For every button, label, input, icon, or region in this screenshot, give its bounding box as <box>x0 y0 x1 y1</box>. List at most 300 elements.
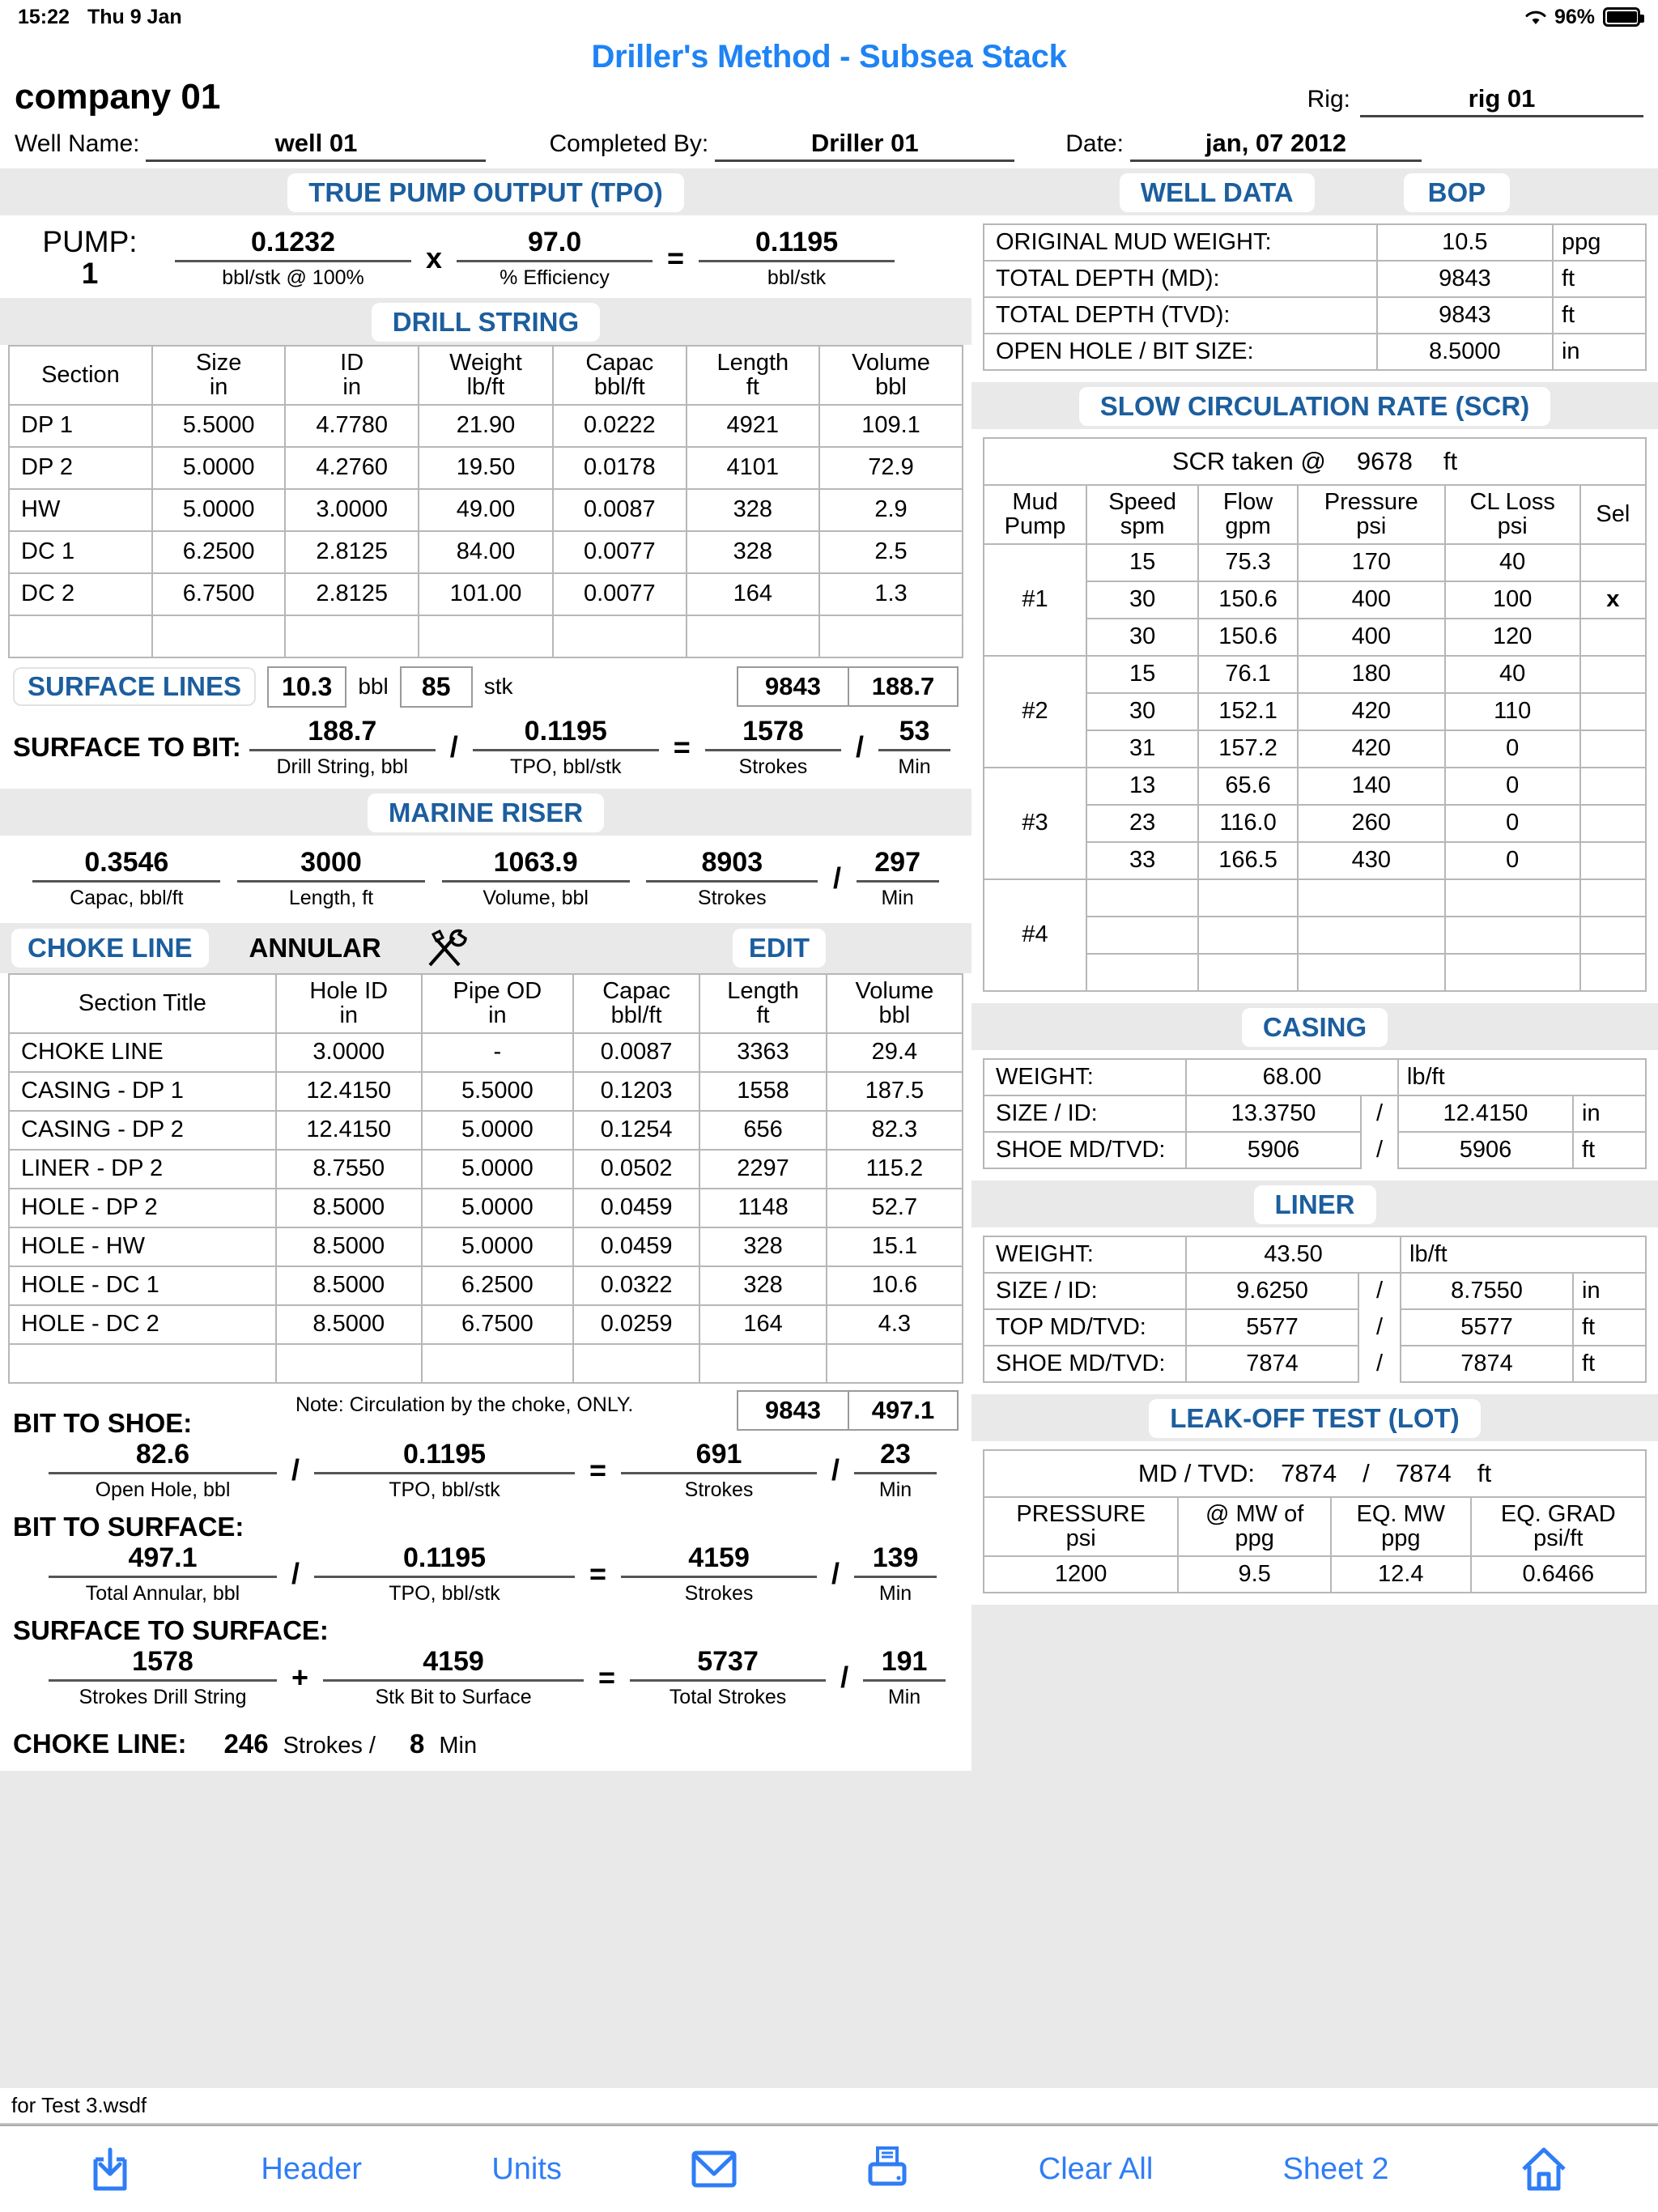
pump-number[interactable]: 1 <box>81 257 99 290</box>
table-cell[interactable]: 72.9 <box>819 447 963 489</box>
table-cell[interactable]: 400 <box>1298 581 1445 619</box>
table-row[interactable] <box>9 1150 963 1189</box>
table-row <box>984 1095 1646 1132</box>
table-row[interactable] <box>9 615 963 657</box>
table-cell[interactable]: 116.0 <box>1198 805 1298 842</box>
table-cell[interactable] <box>1198 879 1298 917</box>
table-cell[interactable]: 0.0077 <box>553 531 687 573</box>
table-cell[interactable]: 180 <box>1298 656 1445 693</box>
table-row[interactable] <box>984 954 1646 991</box>
table-cell[interactable] <box>1445 879 1580 917</box>
scr-taken-unit: ft <box>1443 447 1458 475</box>
bts-d: 23 <box>880 1438 911 1470</box>
marine-riser-panel <box>0 836 971 923</box>
sts-b-unit: Stk Bit to Surface <box>375 1685 532 1708</box>
table-cell[interactable] <box>553 615 687 657</box>
liner-id-value[interactable]: 8.7550 <box>1401 1273 1573 1309</box>
table-cell[interactable]: 8.5000 <box>276 1227 422 1266</box>
table-cell[interactable]: 40 <box>1445 544 1580 581</box>
table-cell[interactable] <box>1298 954 1445 991</box>
table-cell[interactable]: 0.0222 <box>553 405 687 447</box>
table-cell[interactable]: 2.5 <box>819 531 963 573</box>
scr-panel <box>971 429 1658 1003</box>
mail-icon[interactable] <box>691 2150 737 2188</box>
table-row[interactable] <box>9 1266 963 1305</box>
well-data-label: OPEN HOLE / BIT SIZE: <box>984 334 1377 370</box>
table-cell[interactable] <box>819 615 963 657</box>
table-cell[interactable]: 152.1 <box>1198 693 1298 730</box>
casing-shoe-label: SHOE MD/TVD: <box>984 1132 1186 1168</box>
table-row[interactable] <box>984 805 1646 842</box>
table-cell[interactable]: 0.6466 <box>1471 1556 1646 1593</box>
table-cell[interactable]: 430 <box>1298 842 1445 879</box>
table-cell[interactable]: 5.5000 <box>152 405 286 447</box>
table-cell[interactable] <box>1198 917 1298 954</box>
table-cell[interactable]: 6.2500 <box>422 1266 573 1305</box>
liner-shoe-tvd[interactable]: 7874 <box>1401 1346 1573 1382</box>
table-cell[interactable]: 10.6 <box>827 1266 963 1305</box>
table-cell[interactable]: 29.4 <box>827 1033 963 1072</box>
stb-a: 188.7 <box>308 715 377 747</box>
table-row[interactable] <box>9 1072 963 1111</box>
stb-c-unit: Strokes <box>738 755 808 778</box>
table-cell[interactable]: 33 <box>1086 842 1198 879</box>
table-cell[interactable]: 6.2500 <box>152 531 286 573</box>
table-cell[interactable]: 0 <box>1445 768 1580 805</box>
drill-string-total-depth: 9843 <box>765 672 821 701</box>
table-cell[interactable]: 3.0000 <box>285 489 419 531</box>
table-cell[interactable]: x <box>1580 581 1646 619</box>
liner-shoe-md[interactable]: 7874 <box>1186 1346 1358 1382</box>
table-cell[interactable] <box>1580 544 1646 581</box>
table-cell[interactable]: 0.0259 <box>573 1305 699 1344</box>
well-data-value[interactable]: 9843 <box>1377 261 1553 297</box>
liner-size-label: SIZE / ID: <box>984 1273 1186 1309</box>
table-cell[interactable]: 0.0322 <box>573 1266 699 1305</box>
table-cell[interactable] <box>687 615 820 657</box>
table-cell[interactable] <box>1580 730 1646 768</box>
liner-top-unit: ft <box>1573 1309 1646 1346</box>
table-cell[interactable]: 109.1 <box>819 405 963 447</box>
table-cell[interactable]: 1148 <box>699 1189 826 1227</box>
liner-shoe-separator: / <box>1375 1350 1384 1376</box>
well-name-label: Well Name: <box>15 130 140 157</box>
table-cell[interactable]: HOLE - DP 2 <box>9 1189 276 1227</box>
tpo-section-header <box>0 173 971 212</box>
surface-lines-bbl[interactable]: 10.3 <box>267 666 346 708</box>
well-data-value[interactable]: 8.5000 <box>1377 334 1553 370</box>
table-cell[interactable] <box>276 1344 422 1383</box>
btsf-b: 0.1195 <box>402 1542 487 1573</box>
casing-size-separator: / <box>1375 1100 1384 1127</box>
well-name-value[interactable]: well 01 <box>146 129 486 162</box>
table-cell[interactable]: 5.0000 <box>152 447 286 489</box>
table-cell[interactable] <box>1445 917 1580 954</box>
table-cell[interactable] <box>1580 693 1646 730</box>
sts-op3: / <box>840 1660 849 1694</box>
table-cell[interactable]: 5.0000 <box>422 1227 573 1266</box>
table-row[interactable] <box>984 544 1646 581</box>
bts-b: 0.1195 <box>402 1438 487 1470</box>
scr-pump-spacer <box>984 954 1086 991</box>
header-button[interactable]: Header <box>261 2151 363 2186</box>
completed-by-value[interactable]: Driller 01 <box>715 129 1014 162</box>
table-row[interactable] <box>984 619 1646 656</box>
table-cell[interactable] <box>1580 842 1646 879</box>
table-row[interactable] <box>9 573 963 615</box>
table-cell[interactable]: HOLE - HW <box>9 1227 276 1266</box>
table-cell[interactable]: 4921 <box>687 405 820 447</box>
table-row <box>984 1059 1646 1095</box>
table-cell[interactable] <box>9 1344 276 1383</box>
table-row[interactable] <box>9 405 963 447</box>
table-row[interactable] <box>9 1033 963 1072</box>
bts-a: 82.6 <box>135 1438 190 1470</box>
table-cell[interactable]: DC 2 <box>9 573 152 615</box>
table-cell[interactable]: 656 <box>699 1111 826 1150</box>
table-cell[interactable]: 4.7780 <box>285 405 419 447</box>
liner-weight-label: WEIGHT: <box>984 1236 1186 1273</box>
scr-pump-label: #1 <box>984 581 1086 619</box>
table-row[interactable] <box>984 768 1646 805</box>
table-cell[interactable]: 5.0000 <box>422 1111 573 1150</box>
table-cell[interactable]: 3363 <box>699 1033 826 1072</box>
lot-depth-table <box>983 1449 1647 1498</box>
table-cell[interactable]: 120 <box>1445 619 1580 656</box>
table-cell[interactable]: 0 <box>1445 842 1580 879</box>
table-cell[interactable] <box>1298 879 1445 917</box>
table-cell[interactable]: 0.0087 <box>573 1033 699 1072</box>
table-cell[interactable]: 5.0000 <box>422 1189 573 1227</box>
table-cell[interactable]: 328 <box>699 1266 826 1305</box>
table-cell[interactable]: DP 1 <box>9 405 152 447</box>
surface-lines-stk[interactable]: 85 <box>400 666 473 708</box>
table-cell[interactable]: 84.00 <box>419 531 553 573</box>
table-cell[interactable]: - <box>422 1033 573 1072</box>
table-cell[interactable]: DC 1 <box>9 531 152 573</box>
tpo-bbl-per-stroke[interactable]: 0.1232 <box>251 227 335 257</box>
table-row <box>984 261 1646 297</box>
liner-top-separator: / <box>1375 1313 1384 1340</box>
table-cell[interactable]: 110 <box>1445 693 1580 730</box>
scr-pump-label: #2 <box>984 693 1086 730</box>
table-cell[interactable]: 187.5 <box>827 1072 963 1111</box>
table-cell[interactable]: 170 <box>1298 544 1445 581</box>
table-cell[interactable]: DP 2 <box>9 447 152 489</box>
table-cell[interactable]: 0.1254 <box>573 1111 699 1150</box>
table-cell[interactable]: 420 <box>1298 730 1445 768</box>
table-cell[interactable]: 13 <box>1086 768 1198 805</box>
table-row[interactable] <box>984 730 1646 768</box>
table-cell[interactable]: 1558 <box>699 1072 826 1111</box>
table-cell[interactable]: 0 <box>1445 805 1580 842</box>
table-cell[interactable]: 4.2760 <box>285 447 419 489</box>
status-time: 15:22 <box>18 5 70 28</box>
table-cell[interactable]: 150.6 <box>1198 581 1298 619</box>
table-cell[interactable]: 328 <box>687 531 820 573</box>
table-header-row <box>9 974 963 1033</box>
table-cell[interactable]: 23 <box>1086 805 1198 842</box>
table-cell[interactable]: 5.0000 <box>422 1150 573 1189</box>
tpo-operator-equals: = <box>667 241 685 274</box>
column-header: Volume bbl <box>827 974 963 1033</box>
table-cell[interactable]: 9.5 <box>1178 1556 1331 1593</box>
table-row[interactable] <box>984 879 1646 917</box>
units-button[interactable]: Units <box>491 2151 562 2186</box>
table-cell[interactable] <box>419 615 553 657</box>
table-cell[interactable]: HOLE - DC 1 <box>9 1266 276 1305</box>
table-row[interactable] <box>984 1556 1646 1593</box>
liner-size-value[interactable]: 9.6250 <box>1186 1273 1358 1309</box>
liner-top-md[interactable]: 5577 <box>1186 1309 1358 1346</box>
scr-taken-value[interactable]: 9678 <box>1356 447 1413 475</box>
table-cell[interactable]: 75.3 <box>1198 544 1298 581</box>
save-icon[interactable] <box>89 2146 131 2192</box>
table-cell[interactable]: 30 <box>1086 693 1198 730</box>
table-cell[interactable] <box>9 615 152 657</box>
table-cell[interactable]: 0 <box>1445 730 1580 768</box>
table-row[interactable] <box>984 656 1646 693</box>
table-cell[interactable] <box>1580 768 1646 805</box>
table-cell[interactable]: 2.8125 <box>285 531 419 573</box>
rig-value[interactable]: rig 01 <box>1360 84 1643 117</box>
liner-size-unit: in <box>1573 1273 1646 1309</box>
table-cell[interactable] <box>1445 954 1580 991</box>
liner-shoe-label: SHOE MD/TVD: <box>984 1346 1186 1382</box>
table-cell[interactable] <box>1298 917 1445 954</box>
table-cell[interactable] <box>1086 879 1198 917</box>
bts-c: 691 <box>695 1438 742 1470</box>
well-data-label: ORIGINAL MUD WEIGHT: <box>984 224 1377 261</box>
casing-shoe-md[interactable]: 5906 <box>1186 1132 1361 1168</box>
wrench-screwdriver-icon[interactable] <box>422 926 470 970</box>
table-cell[interactable] <box>422 1344 573 1383</box>
tpo-operator-multiply: x <box>426 241 443 274</box>
lot-md-value[interactable]: 7874 <box>1281 1458 1337 1487</box>
bop-button[interactable]: BOP <box>1404 173 1511 212</box>
table-cell[interactable]: 166.5 <box>1198 842 1298 879</box>
table-row[interactable] <box>984 693 1646 730</box>
table-cell[interactable]: 30 <box>1086 619 1198 656</box>
table-cell[interactable]: 12.4150 <box>276 1111 422 1150</box>
table-cell[interactable]: 0.0459 <box>573 1189 699 1227</box>
table-row[interactable] <box>9 1305 963 1344</box>
liner-top-tvd[interactable]: 5577 <box>1401 1309 1573 1346</box>
btsf-op2: = <box>589 1556 607 1590</box>
rig-label: Rig: <box>1307 86 1350 113</box>
table-cell[interactable]: 0.0502 <box>573 1150 699 1189</box>
mr-min-unit: Min <box>881 886 914 909</box>
table-cell[interactable] <box>573 1344 699 1383</box>
table-cell[interactable]: 52.7 <box>827 1189 963 1227</box>
table-cell[interactable]: 8.5000 <box>276 1305 422 1344</box>
liner-weight-unit: lb/ft <box>1401 1236 1646 1273</box>
stb-op2: = <box>673 730 691 764</box>
casing-shoe-tvd[interactable]: 5906 <box>1398 1132 1573 1168</box>
clear-all-button[interactable]: Clear All <box>1038 2151 1154 2186</box>
table-cell[interactable]: 15 <box>1086 656 1198 693</box>
table-cell[interactable]: 2297 <box>699 1150 826 1189</box>
table-row[interactable] <box>9 1189 963 1227</box>
table-cell[interactable]: 328 <box>699 1227 826 1266</box>
filename-label: for Test 3.wsdf <box>0 2088 1658 2125</box>
status-date: Thu 9 Jan <box>87 5 182 28</box>
column-header: Section Title <box>9 974 276 1033</box>
table-row[interactable] <box>9 447 963 489</box>
table-row <box>984 1309 1646 1346</box>
company-name[interactable]: company 01 <box>15 77 221 117</box>
date-label: Date: <box>1065 130 1124 157</box>
table-cell[interactable] <box>1580 879 1646 917</box>
mr-strokes: 8903 <box>701 846 763 878</box>
table-cell[interactable]: 19.50 <box>419 447 553 489</box>
table-row[interactable] <box>9 1227 963 1266</box>
table-cell[interactable] <box>827 1344 963 1383</box>
table-cell[interactable]: 12.4 <box>1331 1556 1471 1593</box>
table-row[interactable] <box>9 1111 963 1150</box>
table-cell[interactable]: 400 <box>1298 619 1445 656</box>
table-cell[interactable]: 164 <box>687 573 820 615</box>
table-cell[interactable]: 100 <box>1445 581 1580 619</box>
table-row <box>984 1273 1646 1309</box>
table-cell[interactable]: 0.0077 <box>553 573 687 615</box>
table-cell[interactable]: 6.7500 <box>422 1305 573 1344</box>
table-cell[interactable]: 420 <box>1298 693 1445 730</box>
well-data-value[interactable]: 9843 <box>1377 297 1553 334</box>
table-cell[interactable]: 260 <box>1298 805 1445 842</box>
casing-weight-value[interactable]: 68.00 <box>1186 1059 1398 1095</box>
table-cell[interactable]: 2.8125 <box>285 573 419 615</box>
table-cell[interactable]: 1200 <box>984 1556 1178 1593</box>
sts-c-unit: Total Strokes <box>669 1685 787 1708</box>
table-cell[interactable]: 76.1 <box>1198 656 1298 693</box>
table-cell[interactable]: HW <box>9 489 152 531</box>
table-cell[interactable] <box>1580 805 1646 842</box>
table-cell[interactable]: 8.5000 <box>276 1266 422 1305</box>
table-cell[interactable]: 4.3 <box>827 1305 963 1344</box>
choke-line-strokes-unit: Strokes / <box>283 1732 376 1759</box>
table-cell[interactable]: CASING - DP 2 <box>9 1111 276 1150</box>
btsf-op3: / <box>831 1556 840 1590</box>
table-cell[interactable]: 15.1 <box>827 1227 963 1266</box>
table-cell[interactable]: 82.3 <box>827 1111 963 1150</box>
choke-line-strokes: 246 <box>223 1728 269 1759</box>
table-cell[interactable]: 0.0459 <box>573 1227 699 1266</box>
table-row[interactable] <box>9 1344 963 1383</box>
table-cell[interactable]: 2.9 <box>819 489 963 531</box>
table-cell[interactable]: 6.7500 <box>152 573 286 615</box>
casing-id-value[interactable]: 12.4150 <box>1398 1095 1573 1132</box>
table-cell[interactable] <box>1198 954 1298 991</box>
pump-label: PUMP: <box>42 225 138 259</box>
table-cell[interactable]: 65.6 <box>1198 768 1298 805</box>
table-cell[interactable] <box>1580 656 1646 693</box>
sheet-2-button[interactable]: Sheet 2 <box>1282 2151 1389 2186</box>
well-data-label: TOTAL DEPTH (TVD): <box>984 297 1377 334</box>
surface-lines-button[interactable]: SURFACE LINES <box>13 667 256 706</box>
date-value[interactable]: jan, 07 2012 <box>1130 129 1422 162</box>
table-cell[interactable]: 101.00 <box>419 573 553 615</box>
column-header: ID in <box>285 346 419 405</box>
table-cell[interactable]: 5.5000 <box>422 1072 573 1111</box>
table-cell[interactable] <box>1580 917 1646 954</box>
print-icon[interactable] <box>866 2146 908 2193</box>
table-cell[interactable]: 5.0000 <box>152 489 286 531</box>
table-cell[interactable] <box>1086 954 1198 991</box>
table-cell[interactable]: 328 <box>687 489 820 531</box>
table-cell[interactable] <box>1580 954 1646 991</box>
table-row[interactable] <box>984 917 1646 954</box>
table-cell[interactable]: 150.6 <box>1198 619 1298 656</box>
table-cell[interactable]: 0.0087 <box>553 489 687 531</box>
table-cell[interactable]: LINER - DP 2 <box>9 1150 276 1189</box>
table-row[interactable] <box>984 842 1646 879</box>
table-cell[interactable] <box>1580 619 1646 656</box>
table-cell[interactable]: 140 <box>1298 768 1445 805</box>
table-cell[interactable] <box>1086 917 1198 954</box>
scr-taken-label: SCR taken @ <box>1171 447 1326 475</box>
mr-capac[interactable]: 0.3546 <box>84 846 169 878</box>
table-cell[interactable]: HOLE - DC 2 <box>9 1305 276 1344</box>
edit-button[interactable]: EDIT <box>733 929 826 968</box>
table-cell[interactable]: 21.90 <box>419 405 553 447</box>
table-cell[interactable]: 115.2 <box>827 1150 963 1189</box>
table-cell[interactable]: 30 <box>1086 581 1198 619</box>
mr-length[interactable]: 3000 <box>300 846 362 878</box>
tab-choke-line[interactable]: CHOKE LINE <box>11 929 209 968</box>
liner-weight-value[interactable]: 43.50 <box>1186 1236 1401 1273</box>
table-cell[interactable] <box>699 1344 826 1383</box>
tpo-panel <box>0 215 971 298</box>
surface-lines-stk-unit: stk <box>483 674 513 700</box>
table-cell[interactable]: 31 <box>1086 730 1198 768</box>
tab-annular[interactable]: ANNULAR <box>249 932 381 963</box>
scr-pump-spacer <box>984 656 1086 693</box>
table-cell[interactable]: 157.2 <box>1198 730 1298 768</box>
table-cell[interactable]: CHOKE LINE <box>9 1033 276 1072</box>
well-data-value[interactable]: 10.5 <box>1377 224 1553 261</box>
table-cell[interactable]: 1.3 <box>819 573 963 615</box>
table-cell[interactable]: 15 <box>1086 544 1198 581</box>
table-row[interactable] <box>984 581 1646 619</box>
table-cell[interactable]: 4101 <box>687 447 820 489</box>
table-cell[interactable]: CASING - DP 1 <box>9 1072 276 1111</box>
liner-shoe-unit: ft <box>1573 1346 1646 1382</box>
column-header: Sel <box>1580 485 1646 544</box>
tpo-efficiency[interactable]: 97.0 <box>527 227 582 257</box>
casing-size-value[interactable]: 13.3750 <box>1186 1095 1361 1132</box>
table-cell[interactable]: 40 <box>1445 656 1580 693</box>
scr-taken-table <box>983 437 1647 486</box>
table-cell[interactable]: 0.1203 <box>573 1072 699 1111</box>
table-cell[interactable]: 49.00 <box>419 489 553 531</box>
table-cell[interactable]: 8.5000 <box>276 1189 422 1227</box>
casing-shoe-separator: / <box>1375 1136 1384 1163</box>
table-cell[interactable]: 3.0000 <box>276 1033 422 1072</box>
table-cell[interactable]: 0.0178 <box>553 447 687 489</box>
column-header: Section <box>9 346 152 405</box>
table-cell[interactable]: 164 <box>699 1305 826 1344</box>
home-icon[interactable] <box>1519 2146 1569 2192</box>
table-cell[interactable]: 12.4150 <box>276 1072 422 1111</box>
table-row[interactable] <box>9 531 963 573</box>
lot-tvd-value[interactable]: 7874 <box>1395 1458 1452 1487</box>
table-row[interactable] <box>9 489 963 531</box>
table-cell[interactable] <box>285 615 419 657</box>
table-cell[interactable] <box>152 615 286 657</box>
table-cell[interactable]: 8.7550 <box>276 1150 422 1189</box>
surface-to-surface-label: SURFACE TO SURFACE: <box>13 1614 329 1645</box>
